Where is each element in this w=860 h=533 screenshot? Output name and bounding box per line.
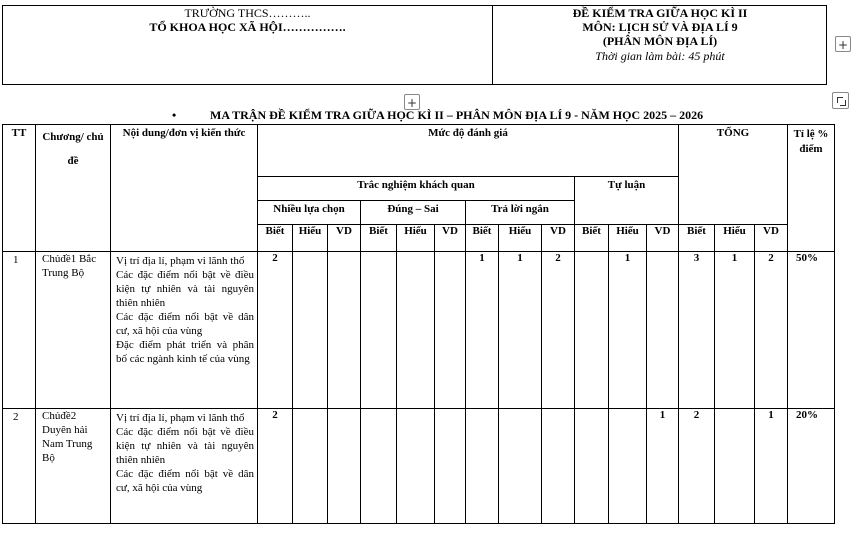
content-item: Các đặc điểm nổi bật về dân cư, xã hội của vùng xyxy=(116,468,254,494)
row-number: 2 xyxy=(3,409,36,524)
table-row xyxy=(3,252,835,409)
header-short-answer: Trả lời ngắn xyxy=(466,201,575,225)
add-column-button[interactable]: + xyxy=(835,36,851,52)
level-cell: Hiểu xyxy=(499,225,542,252)
subject-name: MÔN: LỊCH SỬ VÀ ĐỊA LÍ 9 xyxy=(582,20,738,34)
header-true-false: Đúng – Sai xyxy=(361,201,466,225)
header-essay: Tự luận xyxy=(575,177,679,225)
header-percent: Tỉ lệ % điểm xyxy=(788,125,835,252)
level-cell: VD xyxy=(755,225,788,252)
total-cell: 1 xyxy=(715,252,755,409)
count-cell: 1 xyxy=(609,252,647,409)
percent-cell: 20% xyxy=(788,409,835,524)
exam-time: Thời gian làm bài: 45 phút xyxy=(595,49,725,63)
content-item: Đặc điểm phát triển và phân bố các ngành kinh tế của vùng xyxy=(116,339,254,365)
total-cell: 2 xyxy=(755,252,788,409)
total-cell xyxy=(715,409,755,524)
content-item: Vị trí địa lí, phạm vi lãnh thổ xyxy=(116,255,245,267)
level-cell: VD xyxy=(435,225,466,252)
level-cell: Biết xyxy=(679,225,715,252)
count-cell xyxy=(609,409,647,524)
count-cell xyxy=(435,409,466,524)
total-cell: 1 xyxy=(755,409,788,524)
count-cell xyxy=(575,409,609,524)
add-row-button[interactable]: + xyxy=(404,94,420,110)
count-cell xyxy=(293,252,328,409)
count-cell xyxy=(397,252,435,409)
header-row-1 xyxy=(3,125,835,177)
level-cell: Biết xyxy=(361,225,397,252)
level-cell: Hiểu xyxy=(715,225,755,252)
content-item: Vị trí địa lí, phạm vi lãnh thổ xyxy=(116,412,245,424)
level-cell: Biết xyxy=(466,225,499,252)
table-resize-handle[interactable] xyxy=(832,92,849,109)
row-number: 1 xyxy=(3,252,36,409)
level-cell: Hiểu xyxy=(293,225,328,252)
content-item: Các đặc điểm nổi bật về điều kiện tự nhiên và tài nguyên thiên nhiên xyxy=(116,269,254,309)
count-cell xyxy=(293,409,328,524)
count-cell: 1 xyxy=(466,252,499,409)
count-cell xyxy=(328,409,361,524)
header-level: Mức độ đánh giá xyxy=(258,125,679,177)
level-cell: Hiểu xyxy=(397,225,435,252)
count-cell xyxy=(647,252,679,409)
header-content: Nội dung/đơn vị kiến thức xyxy=(111,125,258,252)
count-cell xyxy=(435,252,466,409)
school-name: TRƯỜNG THCS……….. xyxy=(184,6,311,20)
count-cell: 2 xyxy=(542,252,575,409)
header-tt: TT xyxy=(3,125,36,252)
count-cell: 2 xyxy=(258,409,293,524)
level-cell: Biết xyxy=(258,225,293,252)
header-multiple-choice: Nhiều lựa chọn xyxy=(258,201,361,225)
percent-cell: 50% xyxy=(788,252,835,409)
count-cell: 2 xyxy=(258,252,293,409)
row-topic: Chủđề1 Bắc Trung Bộ xyxy=(36,252,111,409)
content-item: Các đặc điểm nổi bật về điều kiện tự nhiên và tài nguyên thiên nhiên xyxy=(116,426,254,466)
table-row xyxy=(3,409,835,524)
count-cell xyxy=(361,252,397,409)
department-name: TỔ KHOA HỌC XÃ HỘI……………. xyxy=(149,20,346,34)
level-cell: Hiểu xyxy=(609,225,647,252)
level-cell: VD xyxy=(328,225,361,252)
row-content xyxy=(111,409,258,524)
document-header xyxy=(2,5,827,85)
count-cell xyxy=(499,409,542,524)
content-item: Các đặc điểm nổi bật về dân cư, xã hội của vùng xyxy=(116,311,254,337)
count-cell: 1 xyxy=(647,409,679,524)
row-topic: Chủđề2 Duyên hải Nam Trung Bộ xyxy=(36,409,111,524)
document-title: MA TRẬN ĐỀ KIỂM TRA GIỮA HỌC KÌ II – PHÂN MÔN ĐỊA LÍ 9 - NĂM HỌC 2025 – 2026 xyxy=(210,108,704,122)
matrix-table xyxy=(2,124,835,524)
count-cell xyxy=(542,409,575,524)
count-cell: 1 xyxy=(499,252,542,409)
level-cell: VD xyxy=(647,225,679,252)
count-cell xyxy=(397,409,435,524)
title-bullet: • xyxy=(172,108,177,122)
subject-part: (PHÂN MÔN ĐỊA LÍ) xyxy=(602,34,718,48)
total-cell: 2 xyxy=(679,409,715,524)
total-cell: 3 xyxy=(679,252,715,409)
count-cell xyxy=(466,409,499,524)
exam-title: ĐỀ KIỂM TRA GIỮA HỌC KÌ II xyxy=(572,6,748,20)
count-cell xyxy=(575,252,609,409)
level-cell: Biết xyxy=(575,225,609,252)
level-cell: VD xyxy=(542,225,575,252)
count-cell xyxy=(361,409,397,524)
count-cell xyxy=(328,252,361,409)
header-chapter: Chương/ chủ đề xyxy=(36,125,111,252)
header-total: TỔNG xyxy=(679,125,788,225)
header-objective: Trắc nghiệm khách quan xyxy=(258,177,575,201)
row-content xyxy=(111,252,258,409)
